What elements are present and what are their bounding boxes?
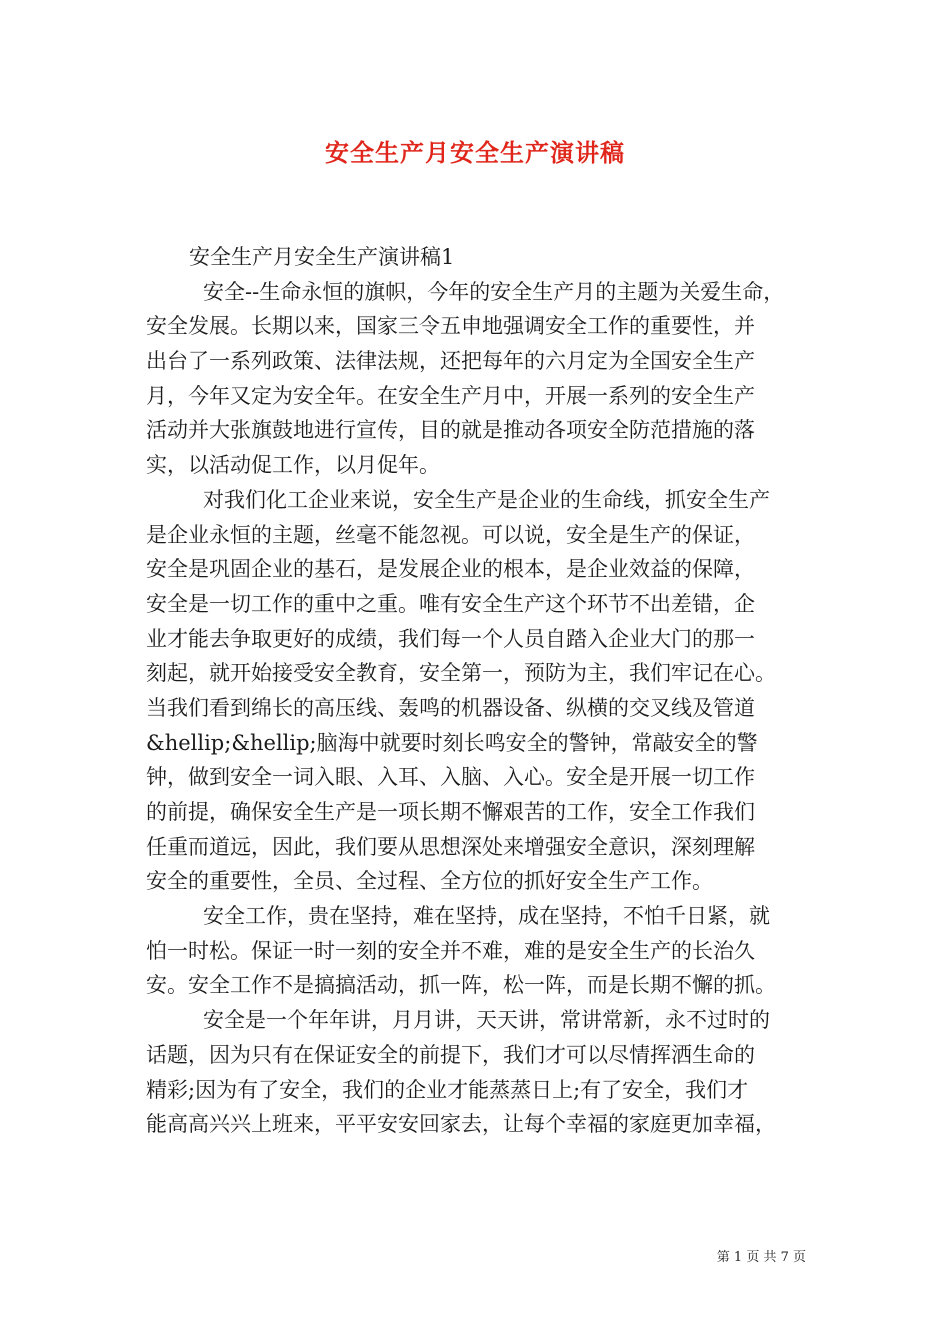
text-line: 怕一时松。保证一时一刻的安全并不难，难的是安全生产的长治久 [146, 938, 755, 963]
text-line: 精彩;因为有了安全，我们的企业才能蒸蒸日上;有了安全，我们才 [146, 1077, 749, 1102]
text-line: 安全是一个年年讲，月月讲，天天讲，常讲常新，永不过时的 [203, 1008, 770, 1033]
document-title: 安全生产月安全生产演讲稿 [325, 138, 625, 167]
text-line: &hellip;&hellip;脑海中就要时刻长鸣安全的警钟，常敲安全的警 [146, 730, 758, 755]
text-line: 任重而道远，因此，我们要从思想深处来增强安全意识，深刻理解 [146, 834, 755, 859]
text-line: 业才能去争取更好的成绩，我们每一个人员自踏入企业大门的那一 [146, 626, 755, 651]
text-line: 安全的重要性，全员、全过程、全方位的抓好安全生产工作。 [146, 869, 713, 894]
text-line: 安全发展。长期以来，国家三令五申地强调安全工作的重要性，并 [146, 314, 755, 339]
text-line: 是企业永恒的主题，丝毫不能忽视。可以说，安全是生产的保证， [146, 522, 755, 547]
text-line: 刻起，就开始接受安全教育，安全第一，预防为主，我们牢记在心。 [146, 661, 776, 686]
text-line: 月，今年又定为安全年。在安全生产月中，开展一系列的安全生产 [146, 383, 755, 408]
text-line: 的前提，确保安全生产是一项长期不懈艰苦的工作，安全工作我们 [146, 800, 755, 824]
document-body [146, 240, 810, 1142]
text-line: 安全工作，贵在坚持，难在坚持，成在坚持，不怕千日紧，就 [203, 904, 770, 929]
text-line: 安全--生命永恒的旗帜，今年的安全生产月的主题为关爱生命， [203, 279, 785, 304]
text-line: 安。安全工作不是搞搞活动，抓一阵，松一阵，而是长期不懈的抓。 [146, 973, 776, 998]
text-line: 活动并大张旗鼓地进行宣传，目的就是推动各项安全防范措施的落 [146, 418, 755, 443]
document-subtitle: 安全生产月安全生产演讲稿1 [189, 245, 455, 269]
text-line: 能高高兴兴上班来，平平安安回家去，让每个幸福的家庭更加幸福， [146, 1112, 776, 1137]
text-line: 安全是巩固企业的基石，是发展企业的根本，是企业效益的保障， [146, 557, 755, 582]
text-line: 话题，因为只有在保证安全的前提下，我们才可以尽情挥洒生命的 [146, 1042, 755, 1067]
text-line: 安全是一切工作的重中之重。唯有安全生产这个环节不出差错，企 [146, 591, 755, 616]
text-line: 出台了一系列政策、法律法规，还把每年的六月定为全国安全生产 [146, 349, 755, 374]
text-line: 实，以活动促工作，以月促年。 [146, 453, 440, 478]
text-line: 当我们看到绵长的高压线、轰鸣的机器设备、纵横的交叉线及管道 [146, 695, 755, 720]
text-line: 对我们化工企业来说，安全生产是企业的生命线，抓安全生产 [203, 487, 770, 512]
page-number: 第 1 页 共 7 页 [716, 1250, 806, 1265]
text-line: 钟，做到安全一词入眼、入耳、入脑、入心。安全是开展一切工作 [146, 765, 755, 790]
